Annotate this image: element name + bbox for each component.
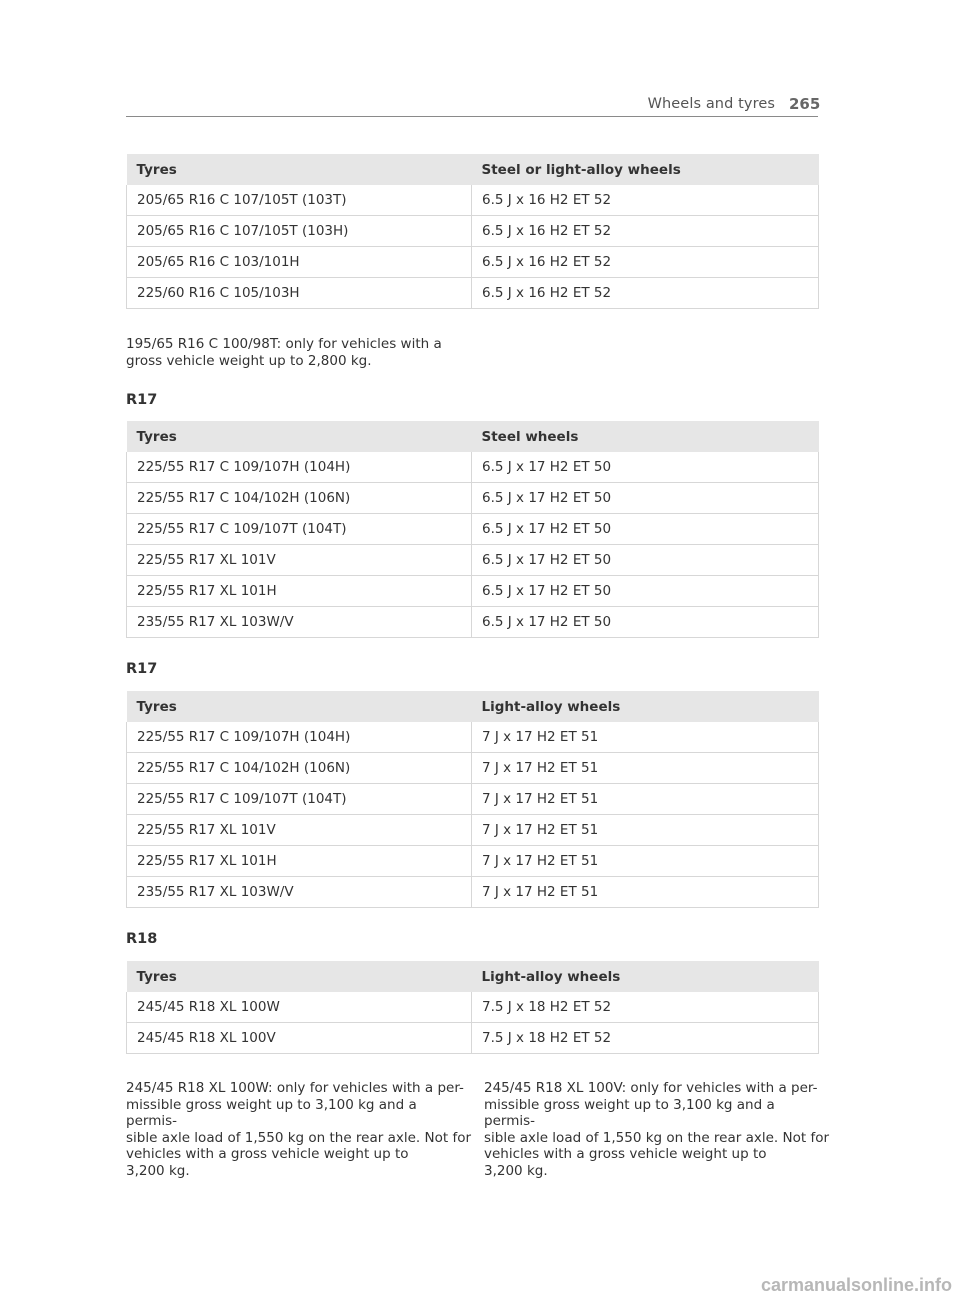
table-row: [127, 185, 819, 216]
tyre-cell: 205/65 R16 C 103/101H: [127, 247, 472, 278]
wheel-cell: 7.5 J x 18 H2 ET 52: [472, 992, 819, 1023]
tyre-cell: 245/45 R18 XL 100W: [127, 992, 472, 1023]
column-header: Tyres: [127, 154, 472, 185]
wheel-cell: 7 J x 17 H2 ET 51: [472, 784, 819, 815]
table-row: [127, 722, 819, 753]
watermark-logo: carmanualsonline.info: [760, 1275, 952, 1295]
tyre-table-r16: [126, 154, 819, 309]
table-row: [127, 1023, 819, 1054]
wheel-cell: 7 J x 17 H2 ET 51: [472, 815, 819, 846]
table-row: [127, 992, 819, 1023]
tyre-cell: 245/45 R18 XL 100V: [127, 1023, 472, 1054]
table-row: [127, 278, 819, 309]
wheel-cell: 7.5 J x 18 H2 ET 52: [472, 1023, 819, 1054]
column-header: Tyres: [127, 691, 472, 722]
tyre-cell: 205/65 R16 C 107/105T (103T): [127, 185, 472, 216]
tyre-cell: 205/65 R16 C 107/105T (103H): [127, 216, 472, 247]
table-row: [127, 452, 819, 483]
table-header-row: [127, 154, 819, 185]
header-rule: [126, 116, 818, 117]
table-row: [127, 815, 819, 846]
tyre-cell: 225/55 R17 C 109/107H (104H): [127, 722, 472, 753]
tyre-cell: 225/55 R17 XL 101H: [127, 846, 472, 877]
table-row: [127, 576, 819, 607]
note-r18-100w: 245/45 R18 XL 100W: only for vehicles with a per- missible gross weight up to 3,100 kg and a permis- sible axle load of 1,550 kg on the rear axle. Not for vehicles with a gross vehicle weight up to 3,200 kg.: [126, 1080, 472, 1179]
column-header: Tyres: [127, 421, 472, 452]
wheel-cell: 6.5 J x 17 H2 ET 50: [472, 514, 819, 545]
column-header: Light-alloy wheels: [472, 691, 819, 722]
table-row: [127, 846, 819, 877]
table-row: [127, 753, 819, 784]
wheel-cell: 6.5 J x 17 H2 ET 50: [472, 452, 819, 483]
table-row: [127, 514, 819, 545]
tyre-table-r18-alloy: [126, 961, 819, 1054]
section-heading-r17-steel: R17: [126, 392, 158, 408]
tyre-cell: 225/55 R17 XL 101H: [127, 576, 472, 607]
section-heading-r18: R18: [126, 931, 158, 947]
wheel-cell: 6.5 J x 17 H2 ET 50: [472, 576, 819, 607]
wheel-cell: 6.5 J x 16 H2 ET 52: [472, 247, 819, 278]
tyre-table-r17-steel: [126, 421, 819, 638]
table-row: [127, 607, 819, 638]
table-header-row: [127, 961, 819, 992]
table-row: [127, 483, 819, 514]
table-header-row: [127, 421, 819, 452]
table-row: [127, 877, 819, 908]
column-header: Steel wheels: [472, 421, 819, 452]
wheel-cell: 7 J x 17 H2 ET 51: [472, 753, 819, 784]
tyre-cell: 225/55 R17 C 109/107T (104T): [127, 514, 472, 545]
wheel-cell: 6.5 J x 16 H2 ET 52: [472, 216, 819, 247]
tyre-cell: 225/55 R17 XL 101V: [127, 545, 472, 576]
wheel-cell: 6.5 J x 17 H2 ET 50: [472, 483, 819, 514]
tyre-table-r17-alloy: [126, 691, 819, 908]
column-header: Light-alloy wheels: [472, 961, 819, 992]
tyre-cell: 225/55 R17 XL 101V: [127, 815, 472, 846]
tyre-cell: 225/55 R17 C 109/107T (104T): [127, 784, 472, 815]
note-r18-100v: 245/45 R18 XL 100V: only for vehicles with a per- missible gross weight up to 3,100 kg and a permis- sible axle load of 1,550 kg on the rear axle. Not for vehicles with a gross vehicle weight up to 3,200 kg.: [484, 1080, 830, 1179]
section-heading-r17-alloy: R17: [126, 661, 158, 677]
header-title: Wheels and tyres: [647, 96, 775, 112]
table-header-row: [127, 691, 819, 722]
wheel-cell: 6.5 J x 16 H2 ET 52: [472, 278, 819, 309]
tyre-cell: 225/55 R17 C 109/107H (104H): [127, 452, 472, 483]
table-row: [127, 784, 819, 815]
tyre-cell: 225/55 R17 C 104/102H (106N): [127, 483, 472, 514]
wheel-cell: 7 J x 17 H2 ET 51: [472, 877, 819, 908]
page-number: 265: [789, 95, 821, 113]
wheel-cell: 6.5 J x 17 H2 ET 50: [472, 545, 819, 576]
wheel-cell: 6.5 J x 16 H2 ET 52: [472, 185, 819, 216]
tyre-cell: 235/55 R17 XL 103W/V: [127, 877, 472, 908]
table-row: [127, 545, 819, 576]
wheel-cell: 6.5 J x 17 H2 ET 50: [472, 607, 819, 638]
table-row: [127, 247, 819, 278]
wheel-cell: 7 J x 17 H2 ET 51: [472, 846, 819, 877]
tyre-cell: 225/60 R16 C 105/103H: [127, 278, 472, 309]
tyre-cell: 235/55 R17 XL 103W/V: [127, 607, 472, 638]
wheel-cell: 7 J x 17 H2 ET 51: [472, 722, 819, 753]
column-header: Tyres: [127, 961, 472, 992]
table-row: [127, 216, 819, 247]
note-r16: 195/65 R16 C 100/98T: only for vehicles with a gross vehicle weight up to 2,800 kg.: [126, 336, 442, 369]
tyre-cell: 225/55 R17 C 104/102H (106N): [127, 753, 472, 784]
column-header: Steel or light-alloy wheels: [472, 154, 819, 185]
